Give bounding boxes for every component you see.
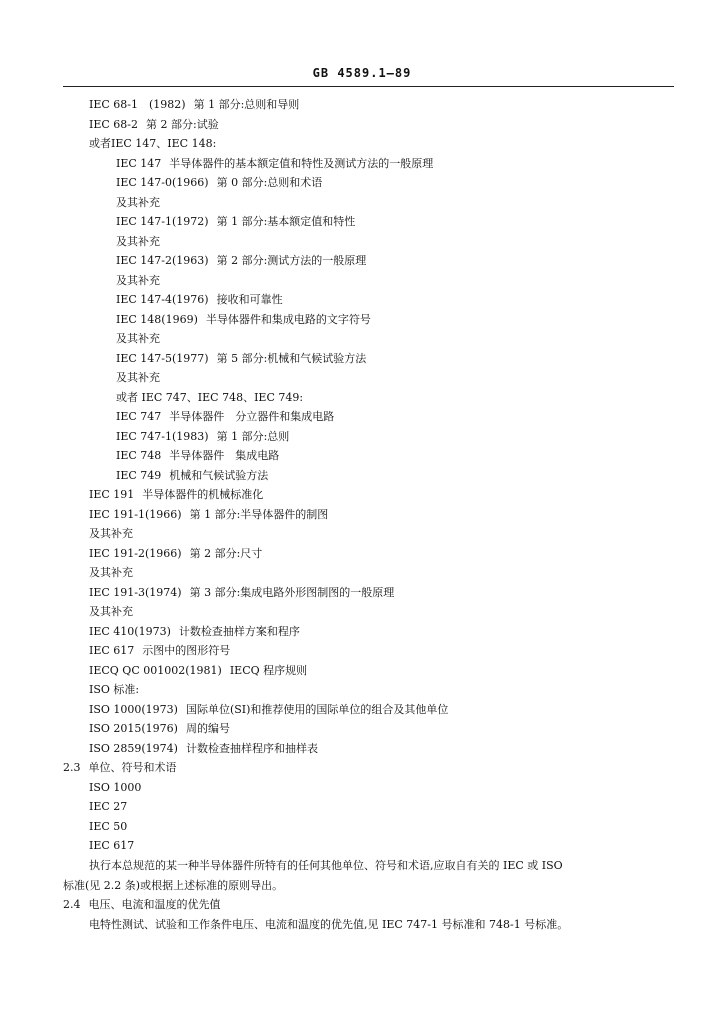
text-line <box>116 332 168 346</box>
line-reference: IEC 410(1973) <box>89 625 171 638</box>
line-reference: 及其补充 <box>116 332 160 345</box>
text-line <box>116 449 279 463</box>
text-line <box>116 254 366 268</box>
line-text: 机械和气候试验方法 <box>169 469 269 482</box>
text-line <box>89 800 135 814</box>
text-line <box>116 157 433 171</box>
line-text: 第 2 部分:测试方法的一般原理 <box>216 254 367 267</box>
line-reference: IEC 50 <box>89 820 128 833</box>
line-reference: 或者 IEC 747、IEC 748、IEC 749: <box>116 391 304 404</box>
line-text: 单位、符号和术语 <box>88 761 177 774</box>
line-reference: IEC 747-1(1983) <box>116 430 209 443</box>
line-reference: 及其补充 <box>89 566 133 579</box>
line-text: 半导体器件的基本额定值和特性及测试方法的一般原理 <box>169 157 434 170</box>
text-line <box>89 722 230 736</box>
line-reference: 及其补充 <box>89 527 133 540</box>
text-line <box>116 371 168 385</box>
text-line <box>89 683 147 697</box>
line-text: 第 2 部分:试验 <box>146 118 219 131</box>
line-text: 电压、电流和温度的优先值 <box>88 898 221 911</box>
line-reference: IECQ QC 001002(1981) <box>89 664 222 677</box>
text-line <box>63 898 221 912</box>
text-line <box>116 410 334 424</box>
line-reference: ISO 2859(1974) <box>89 742 178 755</box>
line-reference: IEC 68-1 (1982) <box>89 98 186 111</box>
line-reference: IEC 68-2 <box>89 118 139 131</box>
line-reference: IEC 147-5(1977) <box>116 352 209 365</box>
line-text: 半导体器件 集成电路 <box>169 449 280 462</box>
line-reference: 及其补充 <box>116 371 160 384</box>
line-reference: 执行本总规范的某一种半导体器件所特有的任何其他单位、符号和术语,应取自有关的 IEC 或 ISO <box>89 859 563 872</box>
line-text: 半导体器件的机械标准化 <box>142 488 264 501</box>
text-line <box>116 235 168 249</box>
text-line <box>116 469 268 483</box>
line-reference: IEC 147-0(1966) <box>116 176 209 189</box>
text-line <box>89 566 141 580</box>
text-line <box>89 508 328 522</box>
line-text: IECQ 程序规则 <box>229 664 308 677</box>
text-line <box>89 586 394 600</box>
text-line <box>89 839 142 853</box>
text-line <box>116 313 371 327</box>
text-line <box>89 644 230 658</box>
line-reference: IEC 147 <box>116 157 162 170</box>
line-text: 国际单位(SI)和推荐使用的国际单位的组合及其他单位 <box>185 703 449 716</box>
line-text: 计数检查抽样方案和程序 <box>178 625 300 638</box>
text-line <box>89 859 571 873</box>
text-line <box>116 196 168 210</box>
text-line <box>116 430 289 444</box>
line-text: 周的编号 <box>185 722 230 735</box>
text-line <box>89 137 224 151</box>
line-reference: IEC 617 <box>89 839 135 852</box>
text-line <box>63 761 177 775</box>
line-reference: 电特性测试、试验和工作条件电压、电流和温度的优先值,见 IEC 747-1 号标准和 748-1 号标准。 <box>89 918 569 931</box>
text-line <box>89 781 149 795</box>
line-reference: IEC 191-2(1966) <box>89 547 182 560</box>
line-reference: IEC 147-2(1963) <box>116 254 209 267</box>
text-line <box>89 703 448 717</box>
line-reference: 及其补充 <box>116 196 160 209</box>
line-reference: IEC 191-3(1974) <box>89 586 182 599</box>
text-line <box>89 488 263 502</box>
text-line <box>89 664 307 678</box>
line-reference: IEC 147-1(1972) <box>116 215 209 228</box>
line-reference: 标准(见 2.2 条)或根据上述标准的原则导出。 <box>63 879 284 892</box>
header-rule <box>63 86 674 87</box>
line-text: 第 1 部分:总则 <box>216 430 290 443</box>
line-reference: ISO 2015(1976) <box>89 722 178 735</box>
line-reference: 2.4 <box>63 898 81 911</box>
line-text: 示图中的图形符号 <box>142 644 231 657</box>
text-line <box>89 625 300 639</box>
line-text: 第 5 部分:机械和气候试验方法 <box>216 352 367 365</box>
line-reference: IEC 148(1969) <box>116 313 198 326</box>
text-line <box>116 176 322 190</box>
line-text: 第 1 部分:基本额定值和特性 <box>216 215 356 228</box>
text-line <box>89 527 141 541</box>
text-line <box>89 918 576 932</box>
line-reference: 或者IEC 147、IEC 148: <box>89 137 217 150</box>
line-reference: 及其补充 <box>116 274 160 287</box>
line-reference: IEC 147-4(1976) <box>116 293 209 306</box>
line-text: 第 1 部分:半导体器件的制图 <box>189 508 329 521</box>
text-line <box>89 118 219 132</box>
text-line <box>89 820 135 834</box>
text-line <box>63 879 291 893</box>
line-text: 半导体器件和集成电路的文字符号 <box>205 313 371 326</box>
text-line <box>89 742 318 756</box>
line-reference: IEC 748 <box>116 449 162 462</box>
document-header: GB 4589.1—89 <box>312 66 412 80</box>
line-text: 第 3 部分:集成电路外形图制图的一般原理 <box>189 586 395 599</box>
line-reference: ISO 1000 <box>89 781 142 794</box>
text-line <box>116 293 283 307</box>
line-text: 第 0 部分:总则和术语 <box>216 176 323 189</box>
line-reference: 及其补充 <box>116 235 160 248</box>
line-reference: IEC 27 <box>89 800 128 813</box>
line-text: 计数检查抽样程序和抽样表 <box>185 742 318 755</box>
line-reference: IEC 747 <box>116 410 162 423</box>
line-reference: IEC 191 <box>89 488 135 501</box>
line-reference: IEC 191-1(1966) <box>89 508 182 521</box>
line-reference: ISO 标准: <box>89 683 140 696</box>
line-reference: ISO 1000(1973) <box>89 703 178 716</box>
text-line <box>89 98 299 112</box>
line-reference: 及其补充 <box>89 605 133 618</box>
line-reference: 2.3 <box>63 761 81 774</box>
line-text: 第 2 部分:尺寸 <box>189 547 263 560</box>
text-line <box>116 352 366 366</box>
text-line <box>116 215 355 229</box>
text-line <box>116 391 311 405</box>
text-line <box>89 605 141 619</box>
text-line <box>89 547 262 561</box>
text-line <box>116 274 168 288</box>
line-text: 半导体器件 分立器件和集成电路 <box>169 410 335 423</box>
line-text: 第 1 部分:总则和导则 <box>193 98 300 111</box>
line-reference: IEC 617 <box>89 644 135 657</box>
line-reference: IEC 749 <box>116 469 162 482</box>
line-text: 接收和可靠性 <box>216 293 283 306</box>
